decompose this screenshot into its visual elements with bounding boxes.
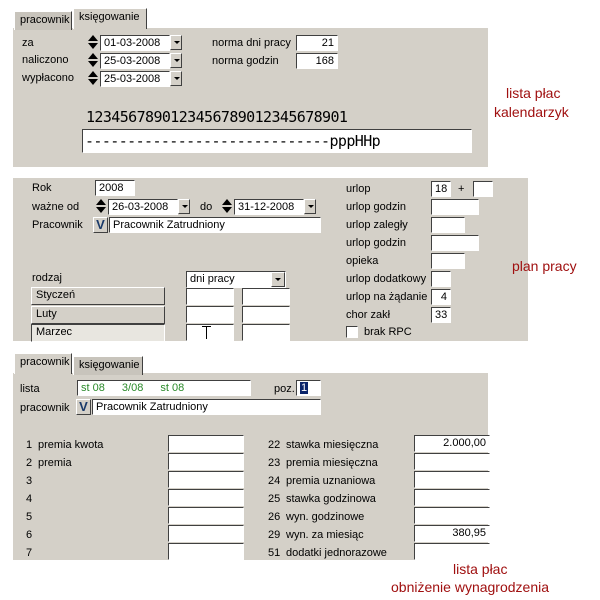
naliczono-dropdown-button[interactable] bbox=[170, 53, 182, 68]
left-item-num-3: 3 bbox=[26, 475, 33, 487]
calendar-field[interactable]: -----------------------------pppHHp bbox=[82, 129, 472, 153]
rok-input[interactable]: 2008 bbox=[95, 180, 135, 196]
month-button-marzec[interactable]: Marzec bbox=[31, 324, 165, 342]
left-item-input-5[interactable] bbox=[168, 507, 244, 524]
label-chor-zakl: chor zakł bbox=[346, 309, 391, 321]
right-item-num-26: 26 bbox=[268, 511, 281, 523]
rodzaj-select[interactable]: dni pracy bbox=[186, 271, 286, 288]
urlop-na-zadanie-input[interactable]: 4 bbox=[431, 289, 451, 305]
plus-label: + bbox=[458, 183, 465, 195]
label-urlop-zalegly: urlop zaległy bbox=[346, 219, 408, 231]
label-poz: poz. bbox=[274, 383, 295, 395]
urlop-dodatkowy-input[interactable] bbox=[431, 271, 451, 287]
right-item-input-51[interactable] bbox=[414, 543, 490, 560]
lista-input[interactable] bbox=[77, 380, 251, 396]
right-item-label-25: stawka godzinowa bbox=[286, 493, 376, 505]
tab-pracownik[interactable]: pracownik bbox=[14, 11, 72, 30]
spinner-wyplacono[interactable] bbox=[87, 70, 99, 86]
label-norma-godzin: norma godzin bbox=[212, 55, 279, 67]
caption-obnizenie-wynagrodzenia: obniżenie wynagrodzenia bbox=[391, 579, 549, 595]
opieka-input[interactable] bbox=[431, 253, 465, 269]
urlop-godzin-2-input[interactable] bbox=[431, 235, 479, 251]
right-item-num-51: 51 bbox=[268, 547, 281, 559]
left-item-num-7: 7 bbox=[26, 547, 33, 559]
select-employee-button[interactable]: V bbox=[93, 217, 108, 233]
brak-rpc-checkbox[interactable] bbox=[346, 326, 358, 338]
caption-lista-plac-3: lista płac bbox=[453, 561, 508, 577]
spinner-wazne-od[interactable] bbox=[95, 198, 107, 214]
label-norma-dni: norma dni pracy bbox=[212, 37, 291, 49]
month-cell-3b[interactable] bbox=[242, 324, 290, 341]
right-item-input-26[interactable] bbox=[414, 507, 490, 524]
text-cursor-cap-icon bbox=[202, 326, 211, 327]
urlop-zalegly-input[interactable] bbox=[431, 217, 465, 233]
label-wazne-od: ważne od bbox=[32, 201, 80, 213]
do-date-input[interactable]: 31-12-2008 bbox=[234, 199, 304, 215]
label-urlop-na-zadanie: urlop na żądanie bbox=[346, 291, 428, 303]
spinner-naliczono[interactable] bbox=[87, 52, 99, 68]
tab-ksiegowanie[interactable]: księgowanie bbox=[73, 8, 147, 29]
spinner-za[interactable] bbox=[87, 34, 99, 50]
left-item-label-1: premia kwota bbox=[38, 439, 104, 451]
norma-dni-input[interactable]: 21 bbox=[296, 35, 338, 51]
right-item-num-23: 23 bbox=[268, 457, 281, 469]
right-item-input-23[interactable] bbox=[414, 453, 490, 470]
label-rodzaj: rodzaj bbox=[32, 272, 62, 284]
norma-godzin-input[interactable]: 168 bbox=[296, 53, 338, 69]
left-item-num-5: 5 bbox=[26, 511, 33, 523]
right-item-input-22[interactable]: 2.000,00 bbox=[414, 435, 490, 452]
right-item-label-51: dodatki jednorazowe bbox=[286, 547, 387, 559]
left-item-input-7[interactable] bbox=[168, 543, 244, 560]
poz-value: 1 bbox=[301, 382, 308, 394]
left-item-num-1: 1 bbox=[26, 439, 33, 451]
month-cell-2b[interactable] bbox=[242, 306, 290, 323]
label-urlop-dodatkowy: urlop dodatkowy bbox=[346, 273, 427, 285]
right-item-num-22: 22 bbox=[268, 439, 281, 451]
label-rok: Rok bbox=[32, 182, 52, 194]
rodzaj-dropdown-button[interactable] bbox=[271, 272, 285, 287]
za-dropdown-button[interactable] bbox=[170, 35, 182, 50]
caption-kalendarzyk: kalendarzyk bbox=[494, 104, 569, 120]
urlop-input[interactable]: 18 bbox=[431, 181, 451, 197]
caption-plan-pracy: plan pracy bbox=[512, 258, 577, 274]
right-item-input-25[interactable] bbox=[414, 489, 490, 506]
lista-value-a: st 08 bbox=[81, 382, 105, 394]
employee-name-field-2[interactable]: Pracownik Zatrudniony bbox=[92, 399, 321, 415]
month-button-luty[interactable]: Luty bbox=[31, 306, 165, 324]
lista-value-c: st 08 bbox=[160, 382, 185, 394]
right-item-input-29[interactable]: 380,95 bbox=[414, 525, 490, 542]
right-item-label-23: premia miesięczna bbox=[286, 457, 378, 469]
left-item-label-2: premia bbox=[38, 457, 72, 469]
left-item-num-2: 2 bbox=[26, 457, 33, 469]
za-date-input[interactable]: 01-03-2008 bbox=[100, 35, 170, 51]
right-item-label-29: wyn. za miesiąc bbox=[286, 529, 364, 541]
urlop-extra-input[interactable] bbox=[473, 181, 493, 197]
employee-name-field[interactable]: Pracownik Zatrudniony bbox=[109, 217, 321, 233]
label-naliczono: naliczono bbox=[22, 54, 69, 66]
naliczono-date-input[interactable]: 25-03-2008 bbox=[100, 53, 170, 69]
right-item-label-26: wyn. godzinowe bbox=[286, 511, 365, 523]
label-urlop-godzin-2: urlop godzin bbox=[346, 237, 406, 249]
left-item-num-6: 6 bbox=[26, 529, 33, 541]
label-opieka: opieka bbox=[346, 255, 379, 267]
left-item-input-3[interactable] bbox=[168, 471, 244, 488]
do-dropdown-button[interactable] bbox=[304, 199, 316, 214]
wyplacono-date-input[interactable]: 25-03-2008 bbox=[100, 71, 170, 87]
month-cell-1b[interactable] bbox=[242, 288, 290, 305]
tab-pracownik-2[interactable]: pracownik bbox=[14, 353, 72, 374]
wyplacono-dropdown-button[interactable] bbox=[170, 71, 182, 86]
lista-value-b: 3/08 bbox=[121, 382, 144, 394]
label-za: za bbox=[22, 37, 34, 49]
label-urlop-godzin: urlop godzin bbox=[346, 201, 406, 213]
select-employee-button-2[interactable]: V bbox=[76, 399, 91, 415]
month-cell-1a[interactable] bbox=[186, 288, 234, 305]
calendar-day-ruler: 1234567890123456789012345678901 bbox=[86, 108, 348, 126]
left-item-input-1[interactable] bbox=[168, 435, 244, 452]
wazne-od-dropdown-button[interactable] bbox=[178, 199, 190, 214]
right-item-label-22: stawka miesięczna bbox=[286, 439, 379, 451]
poz-input[interactable] bbox=[296, 380, 321, 396]
tab-ksiegowanie-2[interactable]: księgowanie bbox=[73, 356, 143, 375]
label-wyplacono: wypłacono bbox=[22, 72, 74, 84]
label-urlop: urlop bbox=[346, 183, 371, 195]
right-item-num-24: 24 bbox=[268, 475, 281, 487]
label-do: do bbox=[200, 201, 213, 213]
right-item-label-24: premia uznaniowa bbox=[286, 475, 376, 487]
label-lista: lista bbox=[20, 383, 40, 395]
text-cursor-icon bbox=[206, 326, 207, 339]
chor-zakl-input[interactable]: 33 bbox=[431, 307, 451, 323]
caption-lista-plac-1: lista płac bbox=[506, 85, 561, 101]
right-item-num-29: 29 bbox=[268, 529, 281, 541]
label-pracownik-2: pracownik bbox=[20, 402, 70, 414]
urlop-godzin-input[interactable] bbox=[431, 199, 479, 215]
wazne-od-date-input[interactable]: 26-03-2008 bbox=[108, 199, 178, 215]
left-item-input-2[interactable] bbox=[168, 453, 244, 470]
right-item-num-25: 25 bbox=[268, 493, 281, 505]
left-item-input-6[interactable] bbox=[168, 525, 244, 542]
month-cell-2a[interactable] bbox=[186, 306, 234, 323]
left-item-input-4[interactable] bbox=[168, 489, 244, 506]
left-item-num-4: 4 bbox=[26, 493, 33, 505]
label-pracownik: Pracownik bbox=[32, 219, 83, 231]
label-brak-rpc: brak RPC bbox=[364, 326, 412, 338]
right-item-input-24[interactable] bbox=[414, 471, 490, 488]
month-button-styczen[interactable]: Styczeń bbox=[31, 287, 165, 305]
spinner-do[interactable] bbox=[221, 198, 233, 214]
